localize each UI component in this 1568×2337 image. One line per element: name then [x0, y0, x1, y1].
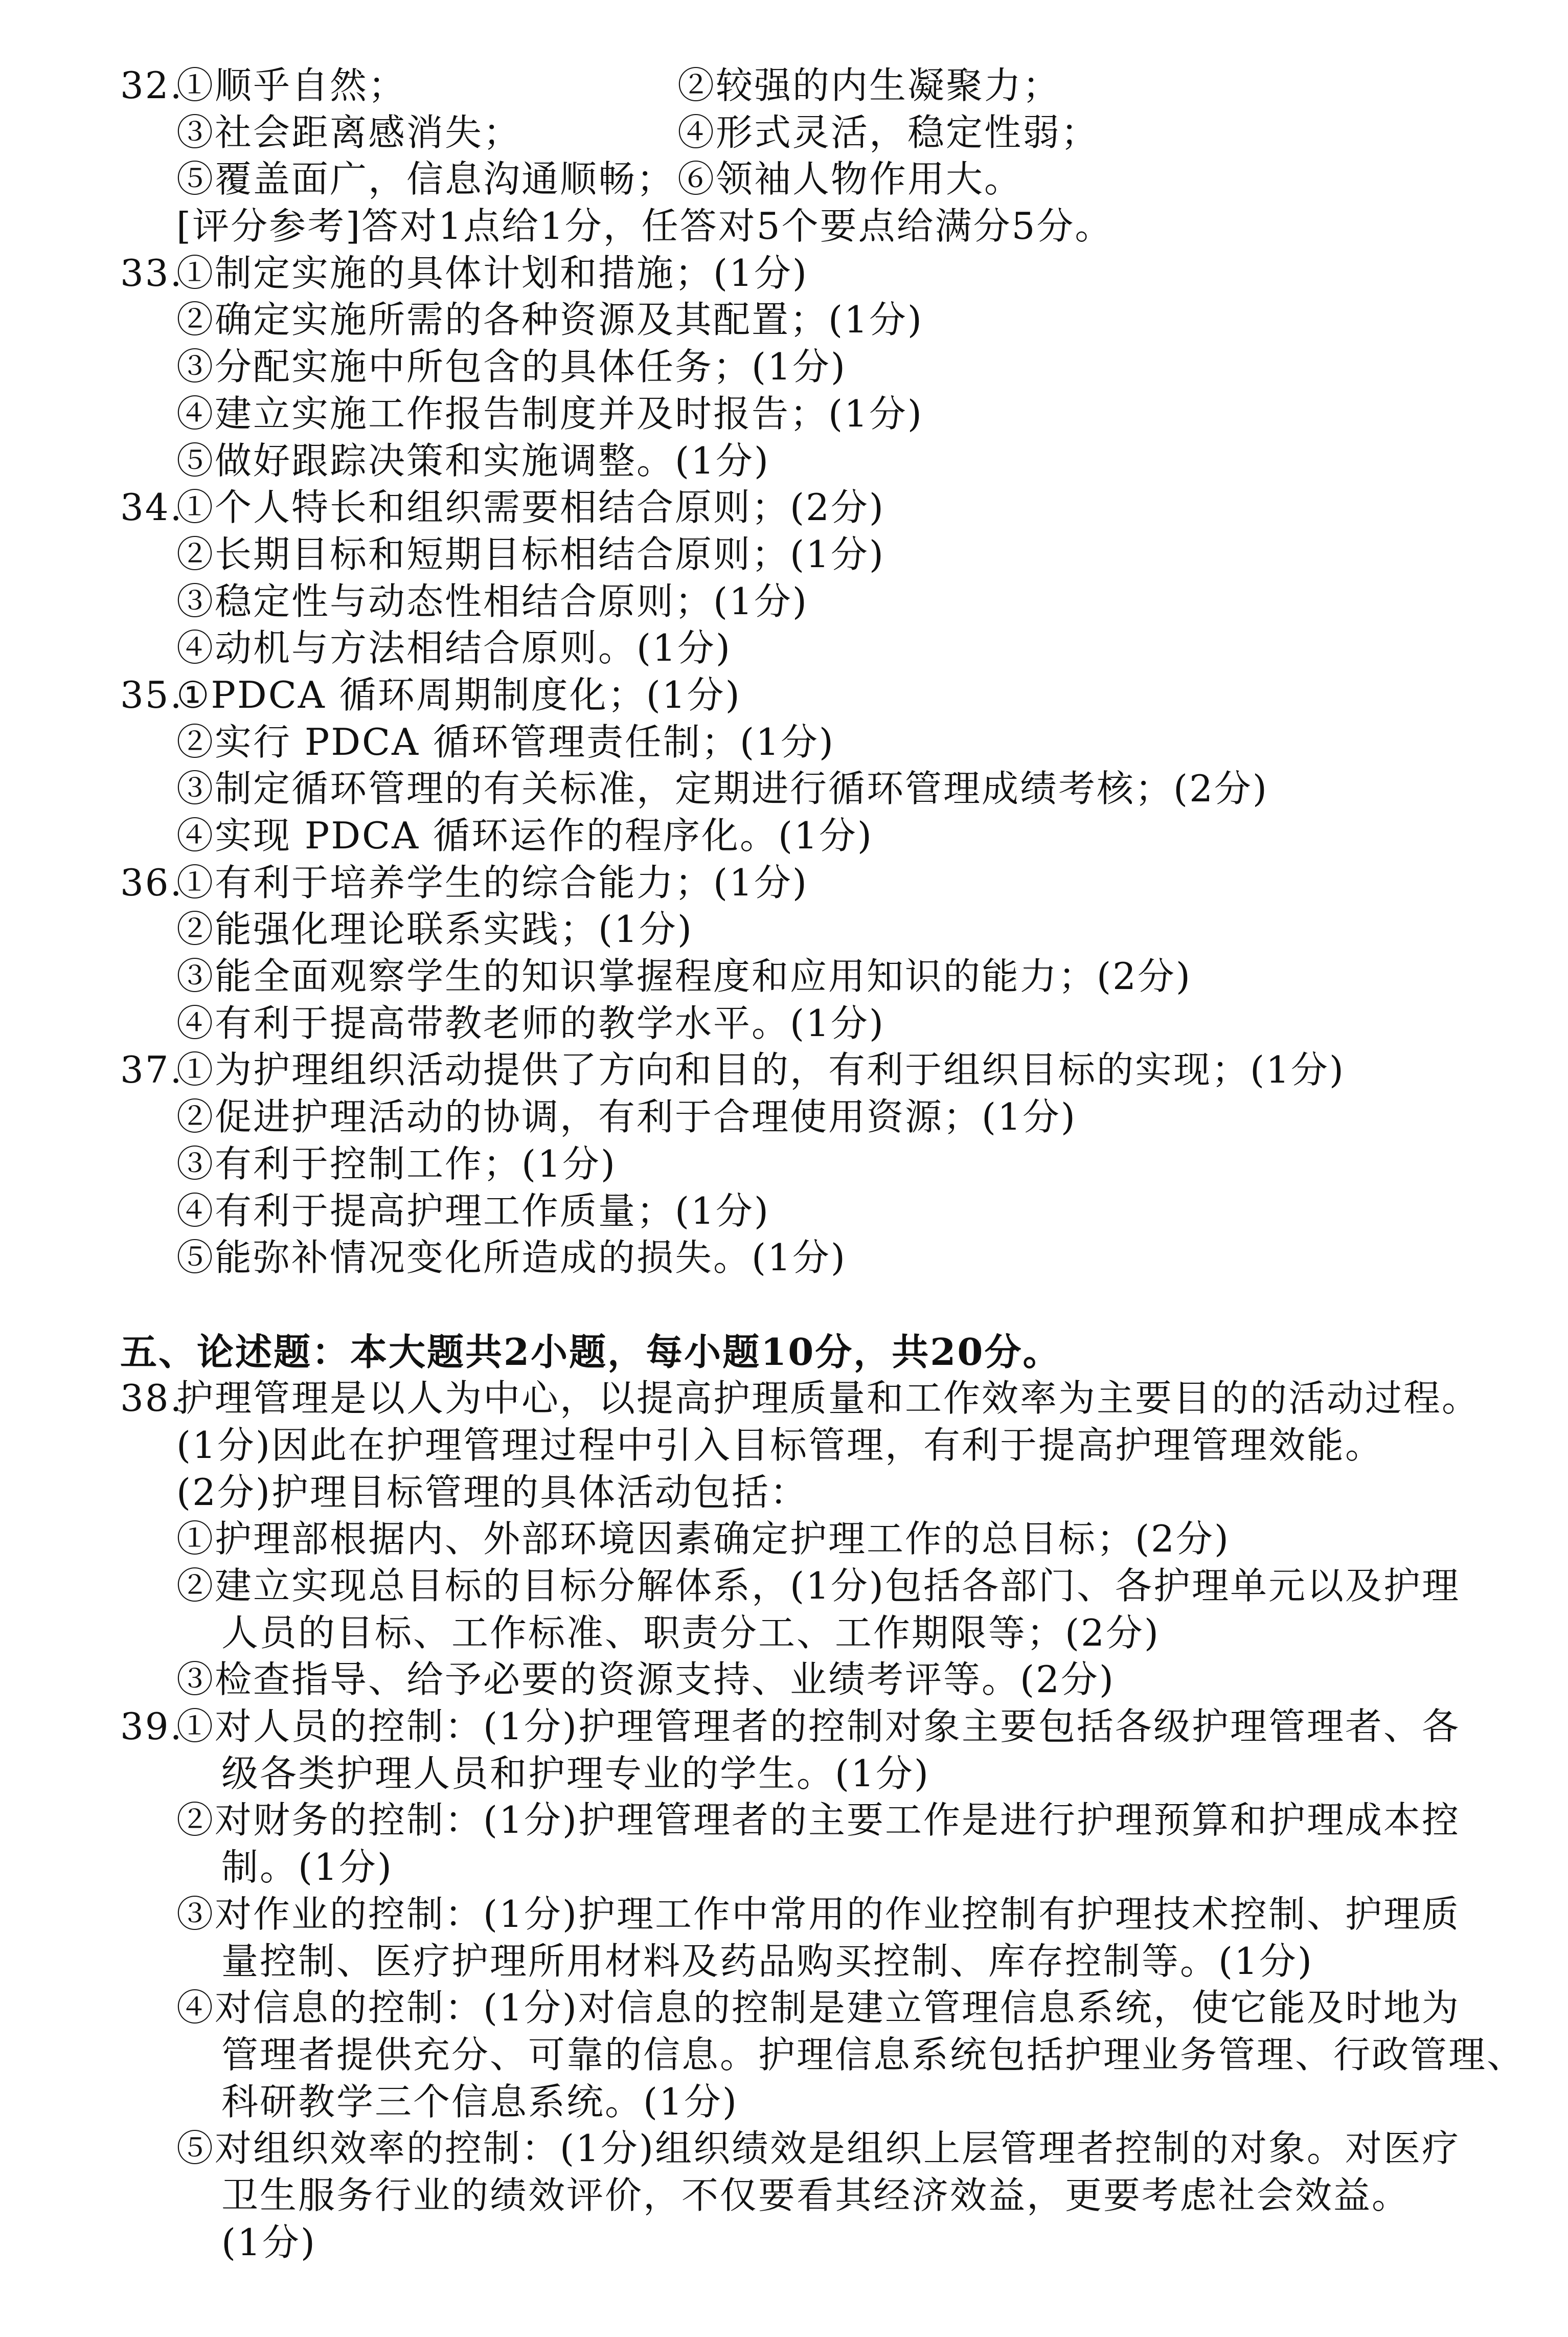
- answer-line: [120, 1516, 1460, 1563]
- answer-line: [120, 1703, 1460, 1750]
- answer-line-continuation: [120, 2172, 1460, 2219]
- answer-line: [120, 438, 1460, 485]
- answer-line: [120, 156, 1460, 203]
- answer-line: [120, 1000, 1460, 1047]
- answer-point: ②较强的内生凝聚力；: [677, 64, 1061, 107]
- scoring-note: [评分参考]答对1点给1分，任答对5个要点给满分5分。: [176, 205, 1113, 248]
- answer-point: ④动机与方法相结合原则。(1分): [176, 626, 732, 670]
- answer-point: ⑤覆盖面广，信息沟通顺畅；: [176, 158, 675, 201]
- answer-point-continuation: 量控制、医疗护理所用材料及药品购买控制、库存控制等。(1分): [221, 1939, 1313, 1983]
- answer-line: [120, 1797, 1460, 1844]
- answer-point-continuation: 级各类护理人员和护理专业的学生。(1分): [221, 1751, 930, 1795]
- answer-line: [120, 860, 1460, 907]
- answer-line: [120, 1985, 1460, 2032]
- answer-line: [120, 578, 1460, 625]
- answer-point: ②促进护理活动的协调，有利于合理使用资源；(1分): [176, 1095, 1077, 1139]
- answer-point-continuation: 卫生服务行业的绩效评价，不仅要看其经济效益，更要考虑社会效益。: [221, 2173, 1411, 2217]
- question-number: 33.: [120, 251, 184, 295]
- answer-line: [120, 719, 1460, 766]
- answer-line: [120, 1891, 1460, 1938]
- answer-point: ⑤能弥补情况变化所造成的损失。(1分): [176, 1236, 847, 1279]
- answer-point: ①护理部根据内、外部环境因素确定护理工作的总目标；(2分): [176, 1517, 1230, 1561]
- answer-point: ①制定实施的具体计划和措施；(1分): [176, 251, 808, 295]
- answer-point: ②能强化理论联系实践；(1分): [176, 908, 693, 951]
- answer-line: [120, 391, 1460, 438]
- answer-point: ③稳定性与动态性相结合原则；(1分): [176, 579, 808, 623]
- answer-point: ②对财务的控制：(1分)护理管理者的主要工作是进行护理预算和护理成本控: [176, 1799, 1460, 1842]
- answer-line: [120, 484, 1460, 531]
- answer-point-continuation: 管理者提供充分、可靠的信息。护理信息系统包括护理业务管理、行政管理、: [221, 2033, 1526, 2076]
- answer-point: ①个人特长和组织需要相结合原则；(2分): [176, 486, 885, 529]
- answer-point: ①对人员的控制：(1分)护理管理者的控制对象主要包括各级护理管理者、各: [176, 1705, 1460, 1748]
- answer-point: ①有利于培养学生的综合能力；(1分): [176, 861, 808, 904]
- question-number: 38.: [120, 1377, 184, 1420]
- answer-line: [120, 1047, 1460, 1094]
- answer-line-continuation: [120, 1844, 1460, 1891]
- answer-line: [120, 2125, 1460, 2172]
- answer-point: ②长期目标和短期目标相结合原则；(1分): [176, 532, 885, 576]
- answer-line: [120, 766, 1460, 813]
- answer-line: [120, 109, 1460, 156]
- scoring-note-line: [120, 203, 1460, 250]
- answer-line: [120, 531, 1460, 578]
- answer-point: ⑤对组织效率的控制：(1分)组织绩效是组织上层管理者控制的对象。对医疗: [176, 2127, 1460, 2170]
- answer-point: 护理管理是以人为中心，以提高护理质量和工作效率为主要目的的活动过程。: [176, 1377, 1481, 1420]
- answer-point: ③对作业的控制：(1分)护理工作中常用的作业控制有护理技术控制、护理质: [176, 1892, 1460, 1936]
- question-number: 32.: [120, 64, 184, 107]
- answer-point: ③能全面观察学生的知识掌握程度和应用知识的能力；(2分): [176, 955, 1192, 998]
- answer-point: (2分)护理目标管理的具体活动包括：: [176, 1470, 808, 1514]
- answer-line: [120, 344, 1460, 391]
- answer-point: ④形式灵活，稳定性弱；: [677, 110, 1100, 154]
- answer-line: [120, 1234, 1460, 1282]
- section-heading-line: [120, 1329, 1460, 1376]
- answer-point-continuation: (1分): [221, 2220, 316, 2264]
- answer-point: ⑤做好跟踪决策和实施调整。(1分): [176, 439, 770, 482]
- answer-line: [120, 625, 1460, 672]
- answer-point: ④对信息的控制：(1分)对信息的控制是建立管理信息系统，使它能及时地为: [176, 1986, 1460, 2030]
- answer-point: ③有利于控制工作；(1分): [176, 1142, 617, 1185]
- answer-line: [120, 1094, 1460, 1141]
- answer-point: ④建立实施工作报告制度并及时报告；(1分): [176, 392, 923, 435]
- answer-line: [120, 1141, 1460, 1188]
- question-number: 36.: [120, 861, 184, 904]
- answer-line: [120, 1656, 1460, 1703]
- answer-line: [120, 62, 1460, 109]
- answer-line-continuation: [120, 1610, 1460, 1657]
- answer-point: ①PDCA 循环周期制度化；(1分): [176, 673, 741, 716]
- answer-line: [120, 1188, 1460, 1235]
- spacer: [120, 1282, 1460, 1329]
- question-number: 37.: [120, 1048, 184, 1092]
- answer-point: ③制定循环管理的有关标准，定期进行循环管理成绩考核；(2分): [176, 767, 1268, 811]
- question-number: 39.: [120, 1705, 184, 1748]
- answer-point: ③检查指导、给予必要的资源支持、业绩考评等。(2分): [176, 1658, 1115, 1701]
- answer-line: [120, 1469, 1460, 1516]
- answer-point: ④有利于提高带教老师的教学水平。(1分): [176, 1001, 885, 1045]
- answer-point: ②建立实现总目标的目标分解体系，(1分)包括各部门、各护理单元以及护理: [176, 1564, 1460, 1607]
- answer-line: [120, 953, 1460, 1000]
- question-number: 35.: [120, 673, 184, 716]
- answer-point: ⑥领袖人物作用大。: [677, 158, 1023, 201]
- answer-point: ④实现 PDCA 循环运作的程序化。(1分): [176, 814, 874, 857]
- answer-line-continuation: [120, 1750, 1460, 1797]
- answer-point-continuation: 人员的目标、工作标准、职责分工、工作期限等；(2分): [221, 1611, 1160, 1654]
- answer-line: [120, 1422, 1460, 1469]
- answer-point: ①为护理组织活动提供了方向和目的，有利于组织目标的实现；(1分): [176, 1048, 1345, 1092]
- answer-line: [120, 250, 1460, 297]
- answer-line: [120, 813, 1460, 860]
- answer-line: [120, 906, 1460, 953]
- answer-point: ②实行 PDCA 循环管理责任制；(1分): [176, 720, 835, 763]
- answer-point-continuation: 制。(1分): [221, 1846, 393, 1889]
- section-title: 五、论述题：本大题共2小题，每小题10分，共20分。: [120, 1330, 1061, 1374]
- question-number: 34.: [120, 486, 184, 529]
- answer-line: [120, 1563, 1460, 1610]
- answer-line: [120, 297, 1460, 344]
- answer-point: ①顺乎自然；: [176, 64, 407, 107]
- answer-line-continuation: [120, 2079, 1460, 2126]
- answer-point: ②确定实施所需的各种资源及其配置；(1分): [176, 298, 923, 342]
- answer-line-continuation: [120, 2219, 1460, 2266]
- answer-point: ③分配实施中所包含的具体任务；(1分): [176, 345, 847, 389]
- answer-point: (1分)因此在护理管理过程中引入目标管理，有利于提高护理管理效能。: [176, 1423, 1383, 1467]
- answer-line: [120, 1375, 1481, 1422]
- answer-line-continuation: [120, 1938, 1460, 1985]
- answer-line: [120, 672, 1460, 719]
- answer-point-continuation: 科研教学三个信息系统。(1分): [221, 2080, 738, 2123]
- answer-point: ④有利于提高护理工作质量；(1分): [176, 1189, 770, 1232]
- answer-line-continuation: [120, 2032, 1526, 2079]
- answer-point: ③社会距离感消失；: [176, 110, 522, 154]
- answer-document: [120, 62, 1526, 2266]
